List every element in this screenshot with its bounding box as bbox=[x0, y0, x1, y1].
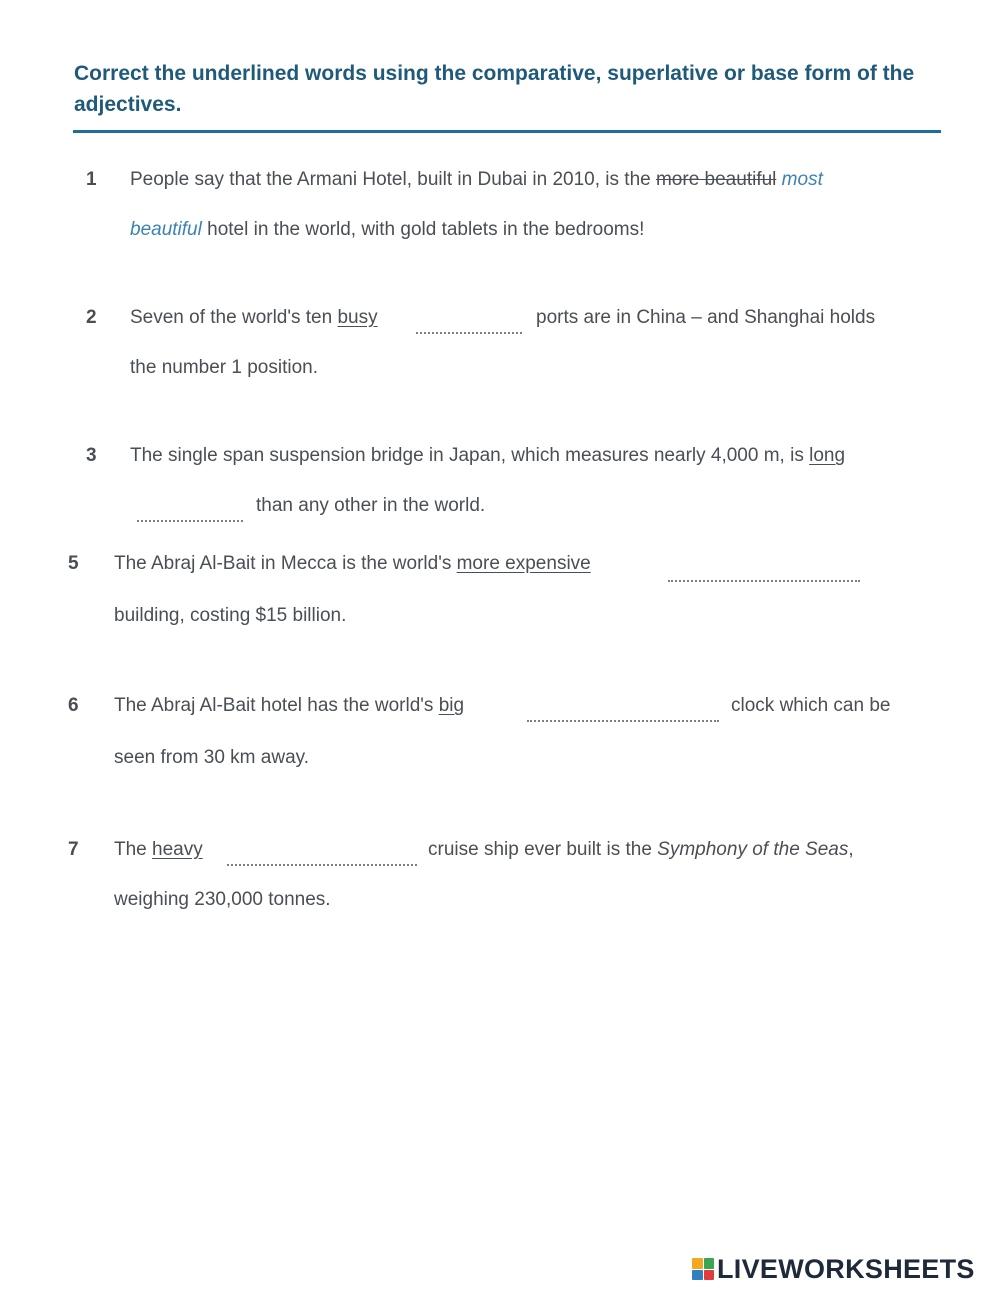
item-1-text-cont: hotel in the world, with gold tablets in the bedrooms! bbox=[201, 219, 645, 240]
item-7-line-2: weighing 230,000 tonnes. bbox=[114, 889, 331, 910]
item-6-underlined-word: big bbox=[438, 695, 465, 716]
item-3-answer-input[interactable] bbox=[137, 496, 243, 522]
item-7-comma: , bbox=[848, 839, 854, 860]
item-3-text: The single span suspension bridge in Japan, which measures nearly 4,000 m, is bbox=[130, 445, 810, 466]
item-7-ship-name: Symphony of the Seas bbox=[657, 839, 849, 860]
item-3-underlined-word: long bbox=[809, 445, 846, 466]
item-5-line-1 bbox=[114, 553, 591, 575]
item-7-text-after-a: cruise ship ever built is the bbox=[428, 839, 658, 860]
item-2-answer-input[interactable] bbox=[416, 308, 522, 334]
item-7-answer-input[interactable] bbox=[227, 840, 417, 866]
title-divider bbox=[73, 130, 941, 133]
item-1-answer-cont: beautiful bbox=[130, 219, 202, 240]
item-1-answer: most bbox=[781, 169, 823, 190]
item-2-text: Seven of the world's ten bbox=[130, 307, 338, 328]
item-6-text: The Abraj Al-Bait hotel has the world's bbox=[114, 695, 439, 716]
item-5-line-2: building, costing $15 billion. bbox=[114, 605, 347, 626]
item-5-answer-input[interactable] bbox=[668, 556, 860, 582]
logo-text: LIVEWORKSHEETS bbox=[717, 1253, 975, 1284]
logo-square bbox=[704, 1258, 715, 1269]
item-5-number: 5 bbox=[68, 553, 79, 574]
logo-square bbox=[692, 1270, 703, 1281]
item-1-line-1 bbox=[130, 169, 823, 191]
item-7-number: 7 bbox=[68, 839, 79, 860]
item-1-struck-word: more beautiful bbox=[655, 169, 777, 190]
item-6-line-2: seen from 30 km away. bbox=[114, 747, 310, 768]
item-6-answer-input[interactable] bbox=[527, 696, 719, 722]
item-3-line-2: than any other in the world. bbox=[256, 495, 486, 516]
logo-square bbox=[704, 1270, 715, 1281]
liveworksheets-logo bbox=[692, 1253, 975, 1285]
item-6-number: 6 bbox=[68, 695, 79, 716]
logo-square bbox=[692, 1258, 703, 1269]
item-7-underlined-word: heavy bbox=[152, 839, 203, 860]
item-2-line-1 bbox=[130, 307, 378, 329]
item-5-underlined-word: more expensive bbox=[456, 553, 591, 574]
item-7-text: The bbox=[114, 839, 153, 860]
item-2-text-after: ports are in China – and Shanghai holds bbox=[536, 307, 876, 328]
item-5-text: The Abraj Al-Bait in Mecca is the world's bbox=[114, 553, 457, 574]
item-7-text-after bbox=[428, 839, 854, 861]
item-2-underlined-word: busy bbox=[337, 307, 378, 328]
item-7-line-1 bbox=[114, 839, 203, 861]
item-6-line-1 bbox=[114, 695, 464, 717]
item-3-line-1 bbox=[130, 445, 845, 467]
item-1-number: 1 bbox=[86, 169, 97, 190]
item-2-number: 2 bbox=[86, 307, 97, 328]
item-2-line-2: the number 1 position. bbox=[130, 357, 319, 378]
item-1-text: People say that the Armani Hotel, built in Dubai in 2010, is the bbox=[130, 169, 656, 190]
liveworksheets-logo-icon bbox=[692, 1258, 714, 1280]
item-1-line-2 bbox=[130, 219, 644, 241]
item-3-number: 3 bbox=[86, 445, 97, 466]
item-6-text-after: clock which can be bbox=[731, 695, 891, 716]
instructions-title: Correct the underlined words using the comparative, superlative or base form of the adjectives. bbox=[74, 62, 915, 116]
